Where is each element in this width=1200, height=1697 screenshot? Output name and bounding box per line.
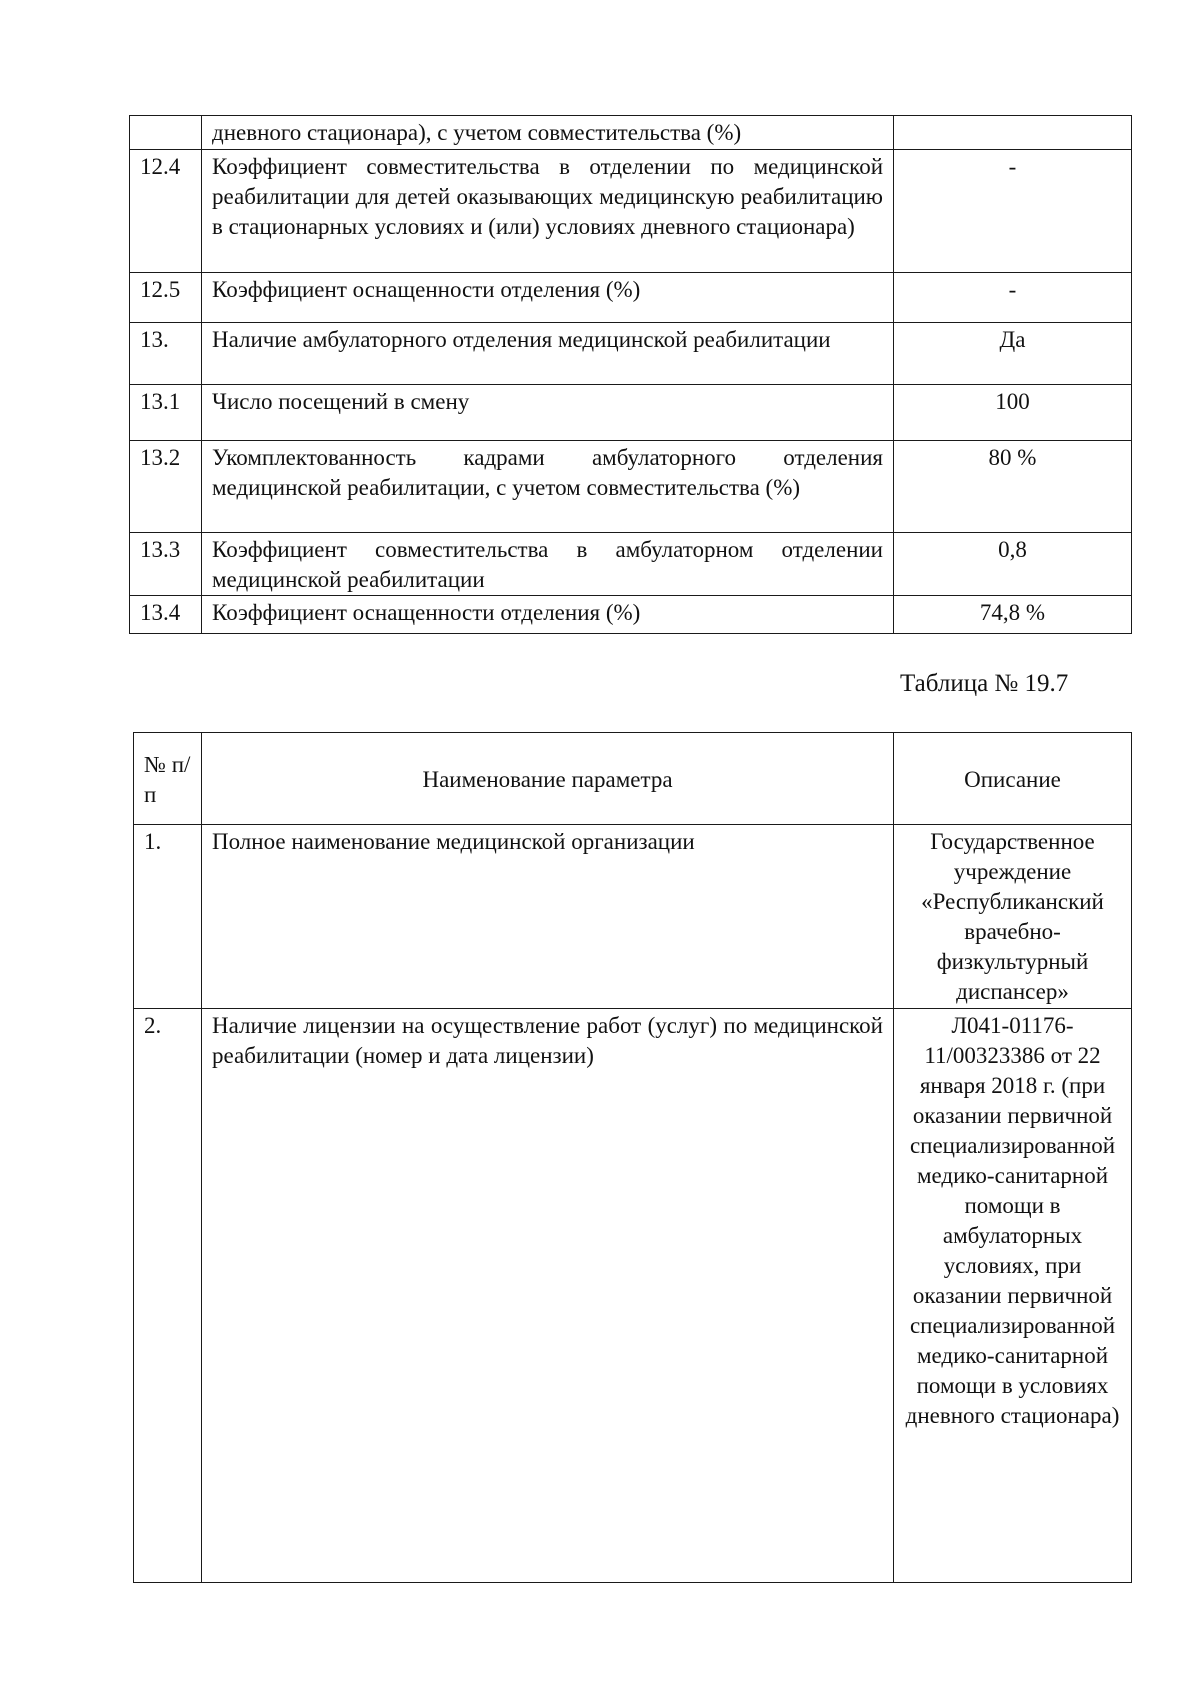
parameter-name: Коэффициент совместительства в отделении по медицинской реабилитации для детей оказывающих медицинскую реабилитацию в стационарных условиях и (или) условиях дневного стационара)	[202, 150, 894, 273]
parameter-name: дневного стационара), с учетом совместительства (%)	[202, 116, 894, 150]
parameter-name: Коэффициент оснащенности отделения (%)	[202, 273, 894, 323]
parameter-name: Полное наименование медицинской организации	[202, 825, 894, 1009]
parameter-name: Укомплектованность кадрами амбулаторного отделения медицинской реабилитации, с учетом совместительства (%)	[202, 441, 894, 533]
parameter-name: Наличие амбулаторного отделения медицинской реабилитации	[202, 323, 894, 385]
table-row	[134, 1009, 1132, 1583]
table-row	[134, 825, 1132, 1009]
row-number: 1.	[134, 825, 202, 1009]
row-number: 12.4	[130, 150, 202, 273]
header-description: Описание	[894, 733, 1132, 825]
row-number: 2.	[134, 1009, 202, 1583]
parameter-description: Л041-01176-11/00323386 от 22 января 2018 г. (при оказании первичной специализированной медико-санитарной помощи в амбулаторных условиях, при оказании первичной специализированной медико-санитарной помощи в условиях дневного стационара)	[894, 1009, 1132, 1583]
table-header-row	[134, 733, 1132, 825]
parameter-value: 0,8	[894, 533, 1132, 596]
row-number: 13.1	[130, 385, 202, 441]
parameter-value	[894, 116, 1132, 150]
table-row	[130, 150, 1132, 273]
parameter-name: Наличие лицензии на осуществление работ (услуг) по медицинской реабилитации (номер и дата лицензии)	[202, 1009, 894, 1583]
table-row	[130, 596, 1132, 634]
row-number	[130, 116, 202, 150]
parameter-name: Число посещений в смену	[202, 385, 894, 441]
header-parameter-name: Наименование параметра	[202, 733, 894, 825]
row-number: 13.4	[130, 596, 202, 634]
table-caption: Таблица № 19.7	[900, 670, 1069, 697]
parameters-table-continued	[129, 115, 1132, 634]
parameter-value: Да	[894, 323, 1132, 385]
parameter-value: 74,8 %	[894, 596, 1132, 634]
parameter-name: Коэффициент совместительства в амбулаторном отделении медицинской реабилитации	[202, 533, 894, 596]
table-row	[130, 385, 1132, 441]
row-number: 13.	[130, 323, 202, 385]
table-row	[130, 441, 1132, 533]
table-row	[130, 116, 1132, 150]
row-number: 13.3	[130, 533, 202, 596]
row-number: 12.5	[130, 273, 202, 323]
organization-table	[133, 732, 1132, 1583]
parameter-value: -	[894, 150, 1132, 273]
parameter-value: 80 %	[894, 441, 1132, 533]
table-row	[130, 323, 1132, 385]
row-number: 13.2	[130, 441, 202, 533]
table-row	[130, 533, 1132, 596]
parameter-value: 100	[894, 385, 1132, 441]
parameter-name: Коэффициент оснащенности отделения (%)	[202, 596, 894, 634]
parameter-description: Государственное учреждение «Республиканский врачебно-физкультурный диспансер»	[894, 825, 1132, 1009]
table-row	[130, 273, 1132, 323]
parameter-value: -	[894, 273, 1132, 323]
header-number: № п/п	[134, 733, 202, 825]
